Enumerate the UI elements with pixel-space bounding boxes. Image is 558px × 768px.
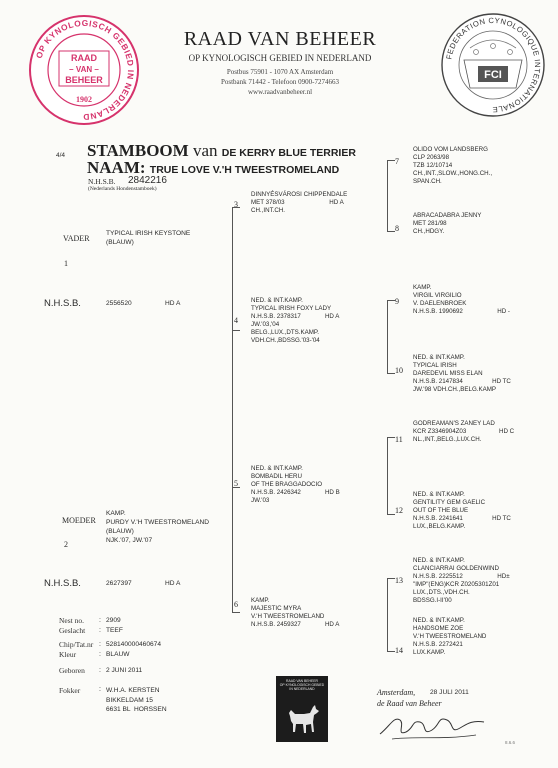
bracket-tick-4: [232, 330, 240, 331]
vader-hd: HD A: [165, 300, 181, 307]
naam-line: [87, 158, 339, 178]
detail-label: Chip/Tat.nr: [59, 640, 94, 649]
grandparent-number: 3: [234, 200, 238, 209]
raad-stamp: [276, 676, 328, 742]
bracket-vader: [232, 207, 233, 521]
great-grandparent-number: 14: [395, 646, 403, 655]
great-grandparent-9: KAMP. VIRGIL VIRGILIO V. DAELENBROEK N.H.S.B. 1990692 HD -: [413, 284, 510, 315]
great-grandparent-number: 8: [395, 224, 399, 233]
vader-number: 1: [64, 259, 68, 268]
dog-name: TRUE LOVE V.'H TWEESTROMELAND: [149, 164, 340, 176]
vader-nhsb-label: N.H.S.B.: [44, 298, 81, 309]
svg-text:FEDERATION CYNOLOGIQUE INTERNA: FEDERATION CYNOLOGIQUE INTERNATIONALE: [444, 15, 543, 115]
detail-value: TEEF: [106, 627, 123, 634]
great-grandparent-8: ABRACADABRA JENNY MET 281/98 CH.,HDGY.: [413, 212, 482, 235]
vader-nhsb: 2556520: [106, 300, 132, 307]
nhsb-label: N.H.S.B.: [88, 177, 116, 186]
bracket-tick: [387, 651, 395, 652]
bracket-gp5: [387, 437, 388, 515]
fokker-colon: :: [99, 686, 101, 693]
great-grandparent-number: 7: [395, 157, 399, 166]
bracket-tick: [387, 300, 395, 301]
raad-van-beheer-seal: [28, 14, 140, 126]
svg-text:– VAN –: – VAN –: [69, 65, 99, 74]
great-grandparent-11: GODREAMAN'S ZANEY LAD KCR Z3346904Z03 HD C NL.,INT.,BELG.,LUX.CH.: [413, 420, 515, 443]
great-grandparent-number: 13: [395, 576, 403, 585]
breed-name: DE KERRY BLUE TERRIER: [221, 147, 356, 159]
address-line: Postbus 75901 - 1070 AX Amsterdam: [226, 68, 334, 76]
great-grandparent-7: OLIDO VOM LANDSBERG CLP 2063/98 TZB 12/10714 CH.,INT.,SLOW.,HONG.CH., SPAN.CH.: [413, 146, 493, 185]
bracket-tick: [387, 514, 395, 515]
great-grandparent-number: 12: [395, 506, 403, 515]
bracket-gp6: [387, 578, 388, 652]
grandparent-6: KAMP. MAJESTIC MYRA V.'H TWEESTROMELAND N.H.S.B. 2459327 HD A: [251, 597, 340, 628]
detail-value: 528140000460674: [106, 641, 162, 648]
bracket-tick: [387, 231, 395, 232]
nhsb-number: 2842216: [128, 175, 167, 186]
bracket-tick-6: [232, 612, 240, 613]
signature-icon: [372, 706, 492, 746]
great-grandparent-number: 11: [395, 435, 403, 444]
detail-label: Geslacht: [59, 626, 86, 635]
great-grandparent-13: NED. & INT.KAMP. CLANCIARRAI GOLDENWIND N.H.S.B. 2225512 HD± "IMP"(ENG)KCR Z0205301Z01 LUX.,DTS.,VDH.CH. BDSSG.I-II'00: [413, 557, 510, 604]
bracket-tick: [387, 578, 395, 579]
moeder-number: 2: [64, 540, 68, 549]
stamboom-label: STAMBOOM: [87, 141, 189, 160]
stamp-text: RAAD VAN BEHEER OP KYNOLOGISCH GEBIED IN NEDERLAND: [279, 679, 325, 692]
detail-label: Kleur: [59, 650, 77, 659]
website-line: www.raadvanbeheer.nl: [247, 88, 313, 96]
bracket-gp3: [387, 160, 388, 232]
great-grandparent-14: NED. & INT.KAMP. HANDSOME ZOE V.'H TWEESTROMELAND N.H.S.B. 2272421 LUX.KAMP.: [413, 617, 487, 656]
grandparent-number: 4: [234, 316, 238, 325]
grandparent-3: DINNYÉSVÁROSI CHIPPENDALE MET 378/03 HD A CH.,INT.CH.: [251, 191, 348, 214]
svg-text:BEHEER: BEHEER: [65, 75, 103, 85]
footer-by: de Raad van Beheer: [377, 699, 442, 708]
bracket-tick: [387, 373, 395, 374]
grandparent-5: NED. & INT.KAMP. BOMBADIL HERU OF THE BRAGGADOCIO N.H.S.B. 2426342 HD B JW.'03: [251, 465, 340, 504]
moeder-nhsb-label: N.H.S.B.: [44, 578, 81, 589]
detail-label: Nest no.: [59, 616, 84, 625]
bracket-gp4: [387, 300, 388, 374]
van-word: van: [192, 141, 218, 160]
footer-place: Amsterdam,: [377, 688, 416, 697]
organization-subtitle: OP KYNOLOGISCH GEBIED IN NEDERLAND: [188, 53, 372, 63]
detail-value: BLAUW: [106, 651, 130, 658]
detail-value: 2 JUNI 2011: [106, 667, 143, 674]
bracket-tick: [387, 160, 395, 161]
naam-label: NAAM:: [87, 158, 146, 177]
great-grandparent-number: 10: [395, 366, 403, 375]
svg-text:OP KYNOLOGISCH GEBIED IN NEDER: OP KYNOLOGISCH GEBIED IN NEDERLAND: [33, 17, 137, 123]
grandparent-4: NED. & INT.KAMP. TYPICAL IRISH FOXY LADY N.H.S.B. 2378317 HD A JW.'03,'04 BELG.,LUX.,DTS.KAMP. VDH.CH.,BDSSG.'03-'04: [251, 297, 340, 344]
page-mark: 4/4: [56, 152, 66, 159]
detail-value: 2909: [106, 617, 121, 624]
moeder-label: MOEDER: [62, 516, 96, 525]
organization-name: RAAD VAN BEHEER: [183, 28, 377, 50]
postbank-line: Postbank 71442 - Telefoon 0900-7274663: [221, 78, 339, 86]
bracket-tick: [387, 437, 395, 438]
detail-colons: : : : : :: [99, 617, 101, 674]
svg-text:RAAD: RAAD: [71, 53, 97, 63]
dog-silhouette-icon: [282, 696, 322, 738]
moeder-nhsb: 2627397: [106, 580, 132, 587]
vader-label: VADER: [63, 234, 90, 243]
great-grandparent-10: NED. & INT.KAMP. TYPICAL IRISH DAREDEVIL MISS ELAN N.H.S.B. 2147834 HD TC JW.'98 VDH.CH.,BELG.KAMP: [413, 354, 511, 393]
fci-logo-text: FCI: [484, 69, 502, 81]
bracket-moeder: [232, 487, 233, 613]
great-grandparent-number: 9: [395, 297, 399, 306]
great-grandparent-12: NED. & INT.KAMP. GENTILITY GEM GAELIC OUT OF THE BLUE N.H.S.B. 2241641 HD TC LUX.,BELG.KAMP.: [413, 491, 511, 530]
nhsb-subtitle: (Nederlands Hondenstamboek): [88, 186, 157, 192]
fokker-value: W.H.A. KERSTEN BIKKELDAM 15 6631 BL HORSSEN: [106, 687, 167, 713]
fokker-label: Fokker: [59, 686, 81, 695]
detail-label: Geboren: [59, 666, 85, 675]
moeder-name: KAMP. PURDY V.'H TWEESTROMELAND (BLAUW) NJK.'07, JW.'07: [106, 510, 209, 544]
footer-code: 8.6.6: [505, 740, 516, 745]
grandparent-number: 6: [234, 600, 238, 609]
svg-text:1902: 1902: [76, 95, 92, 104]
moeder-hd: HD A: [165, 580, 181, 587]
fci-logo: [440, 12, 546, 118]
vader-name: TYPICAL IRISH KEYSTONE (BLAUW): [106, 230, 191, 246]
footer-date: 28 JULI 2011: [430, 689, 469, 696]
grandparent-number: 5: [234, 479, 238, 488]
